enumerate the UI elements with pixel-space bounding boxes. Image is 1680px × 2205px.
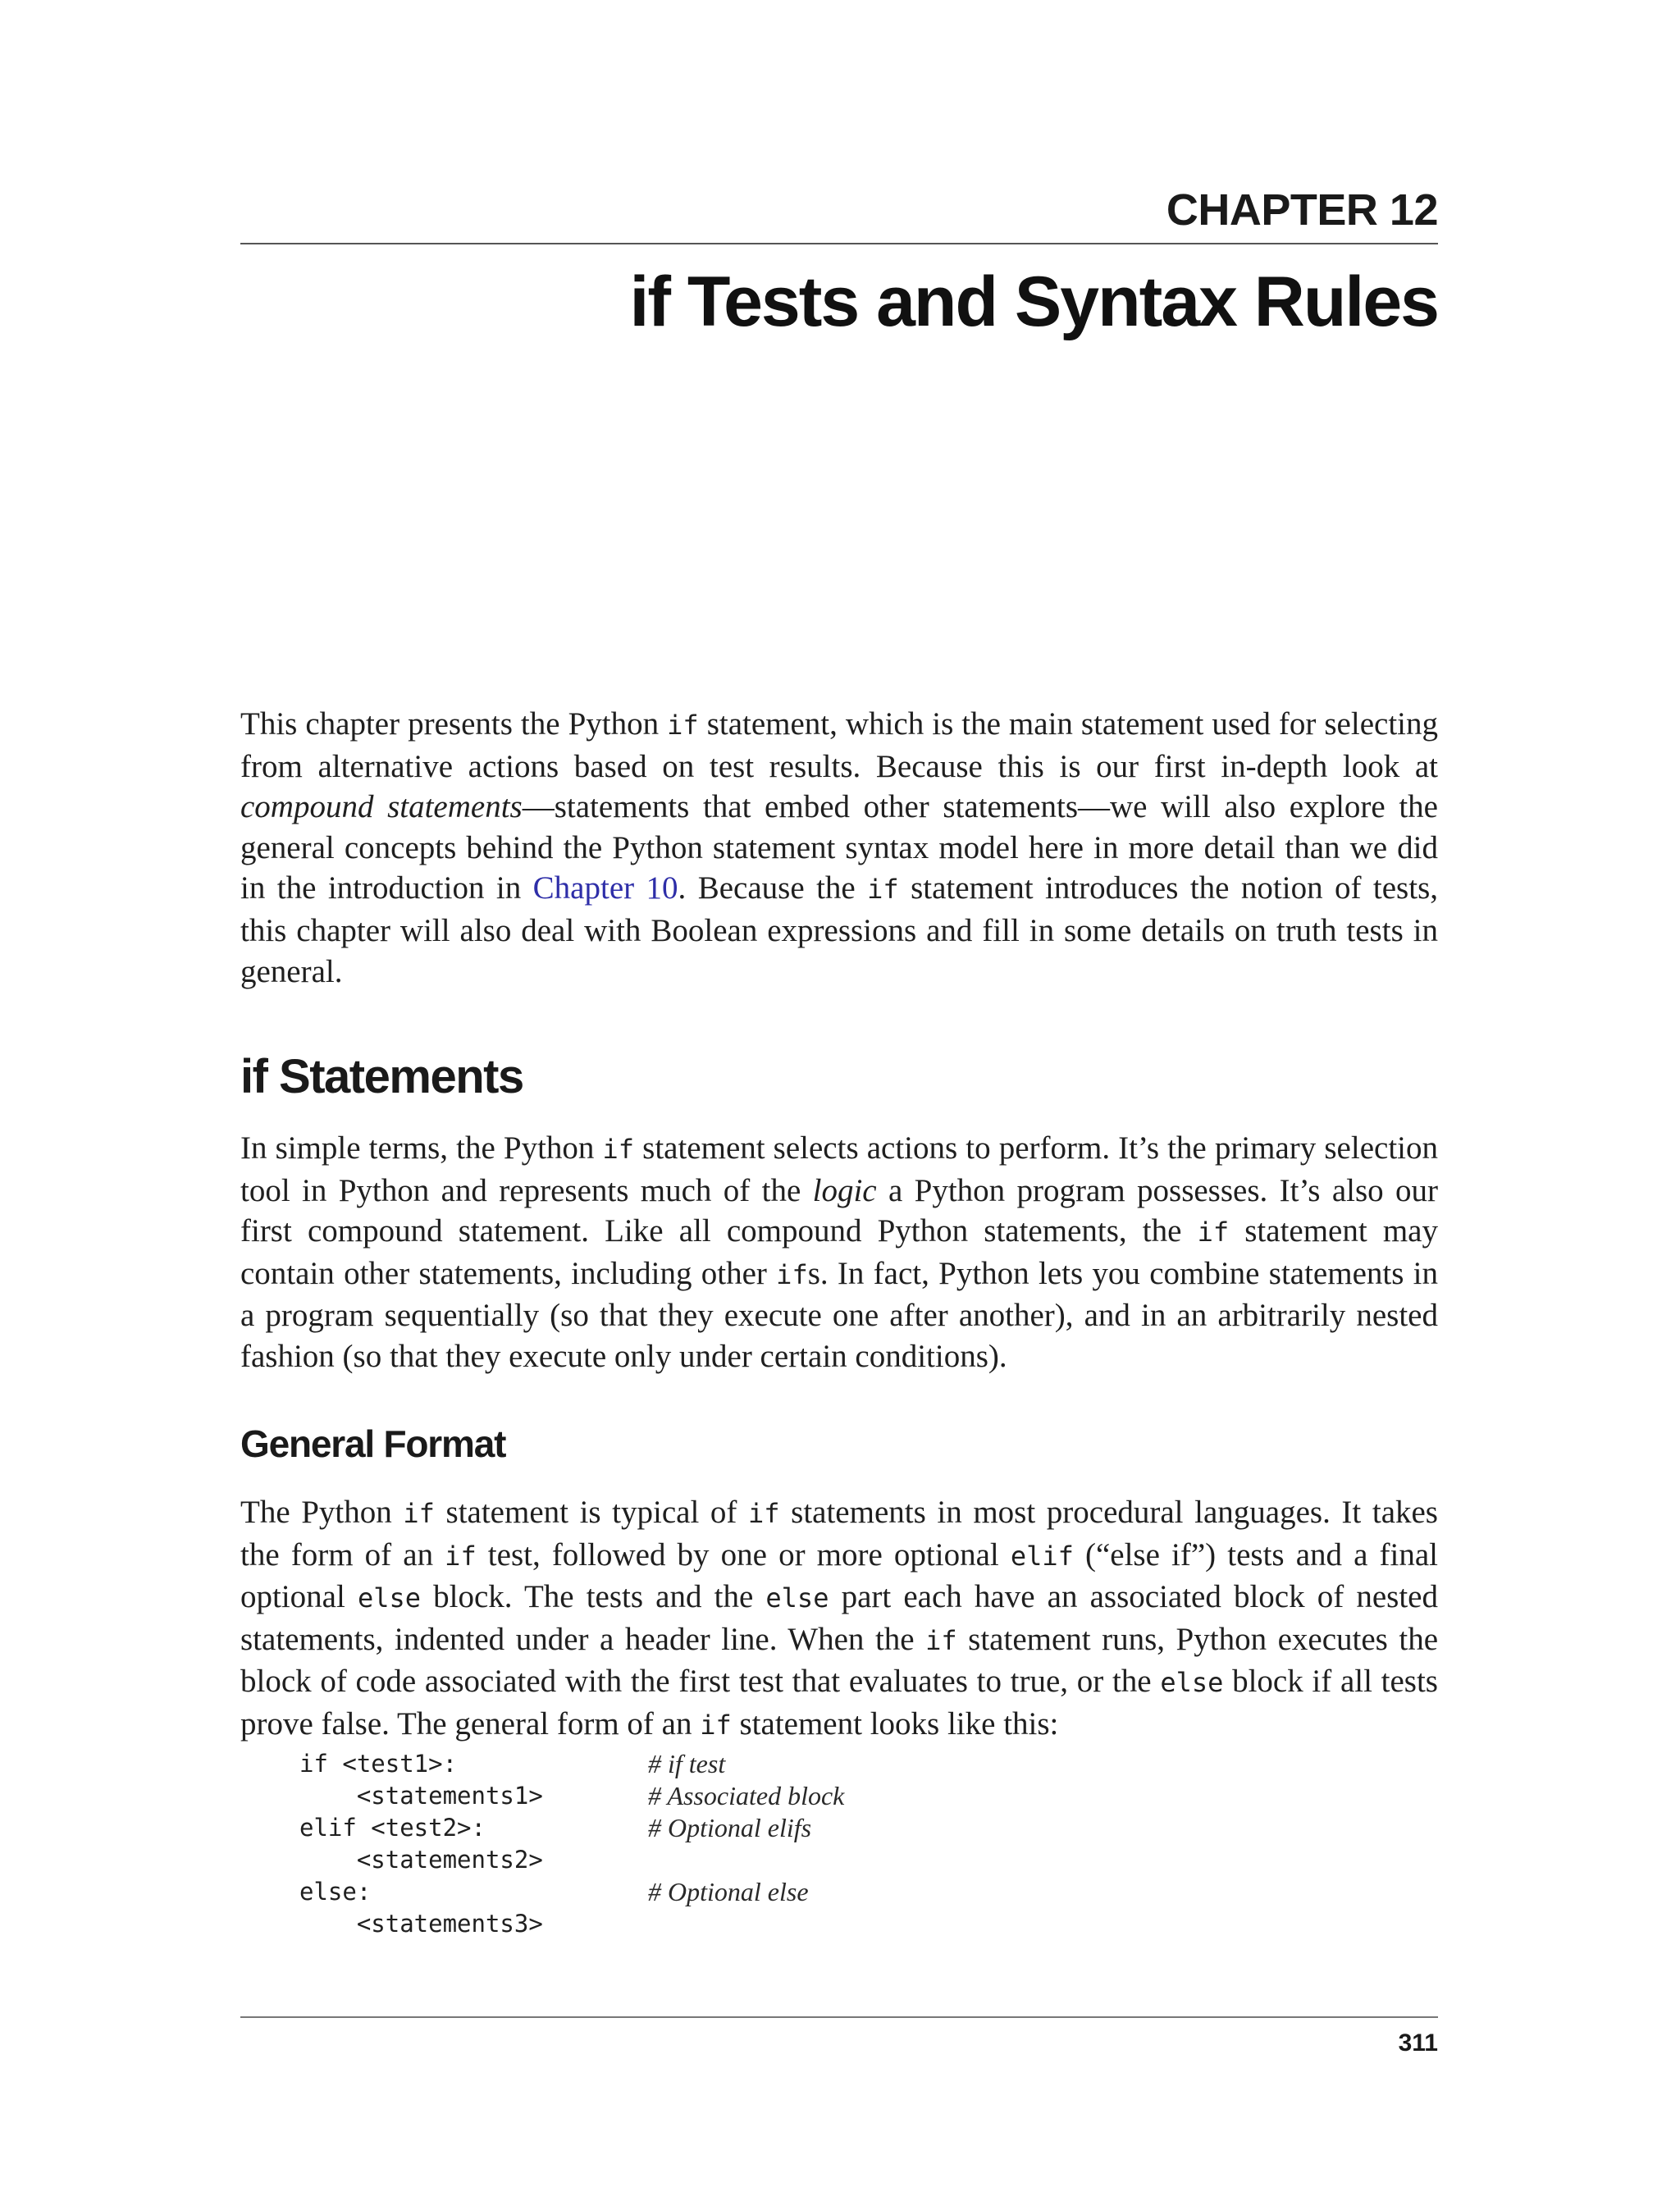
section-paragraph-block — [240, 1128, 1438, 1377]
intro-paragraph-block — [240, 704, 1438, 992]
inline-code: if — [748, 1498, 780, 1529]
code-text: <statements3> — [299, 1910, 543, 1938]
chapter-label: CHAPTER 12 — [1166, 185, 1438, 235]
emphasis: logic — [812, 1172, 877, 1208]
subsection-paragraph-block — [240, 1492, 1438, 1746]
intro-paragraph: This chapter presents the Python if statement, which is the main statement used for selecting from alternative actions based on test results. Because this is our first in-depth look at compound statements—statements that embed other statements—we will also explore the general concepts behind the Python statement syntax model here in more detail than we did in the introduction in Chapter 10. Because the if statement introduces the notion of tests, this chapter will also deal with Boolean expressions and fill in some details on truth tests in general. — [240, 706, 1438, 989]
inline-code: else — [765, 1582, 829, 1614]
subsection-heading: General Format — [240, 1422, 506, 1465]
code-line — [299, 1748, 1038, 1780]
code-comment: # if test — [648, 1749, 726, 1778]
code-text: if <test1>: — [299, 1750, 458, 1778]
inline-code: else — [1160, 1667, 1224, 1699]
code-line — [299, 1780, 1038, 1812]
inline-code: if — [776, 1258, 808, 1290]
code-comment: # Optional else — [648, 1877, 809, 1906]
inline-code: if — [602, 1134, 635, 1165]
code-text: else: — [299, 1878, 372, 1906]
chapter-divider — [240, 243, 1438, 244]
section-paragraph: In simple terms, the Python if statement selects actions to perform. It’s the primary selection tool in Python and represents much of the logic a Python program possesses. It’s also our first compound statement. Like all compound Python statements, the if statement may contain other statements, including other ifs. In fact, Python lets you combine statements in a program sequentially (so that they execute one after another), and in an arbitrarily nested fashion (so that they execute only under certain conditions). — [240, 1130, 1439, 1374]
chapter-10-link[interactable]: Chapter 10 — [532, 870, 678, 906]
inline-code: if — [403, 1498, 435, 1529]
code-line — [299, 1844, 1038, 1876]
emphasis: compound statements — [240, 789, 523, 825]
inline-code: if — [445, 1540, 477, 1572]
page-number: 311 — [1398, 2029, 1438, 2057]
code-text: <statements1> — [299, 1782, 543, 1810]
code-comment: # Associated block — [648, 1781, 845, 1810]
chapter-title: if Tests and Syntax Rules — [629, 262, 1438, 341]
code-example — [299, 1748, 1038, 1940]
inline-code: if — [667, 710, 699, 741]
code-comment: # Optional elifs — [648, 1813, 812, 1842]
inline-code: if — [867, 874, 899, 906]
inline-code: if — [1197, 1217, 1230, 1249]
inline-code: else — [357, 1582, 422, 1614]
code-line — [299, 1876, 1038, 1908]
footer-divider — [240, 2016, 1438, 2018]
code-line — [299, 1908, 1038, 1940]
inline-code: elif — [1010, 1540, 1074, 1572]
inline-code: if — [700, 1709, 732, 1741]
code-text: <statements2> — [299, 1846, 543, 1874]
subsection-paragraph: The Python if statement is typical of if statements in most procedural languages. It takes the form of an if test, followed by one or more optional elif (“else if”) tests and a final optional else block. The tests and the else part each have an associated block of nested statements, indented under a header line. When the if statement runs, Python executes the block of code associated with the first test that evaluates to true, or the else block if all tests prove false. The general form of an if statement looks like this: — [240, 1495, 1439, 1742]
code-text: elif <test2>: — [299, 1814, 486, 1842]
section-heading: if Statements — [240, 1050, 523, 1103]
inline-code: if — [925, 1624, 957, 1656]
code-line — [299, 1812, 1038, 1844]
